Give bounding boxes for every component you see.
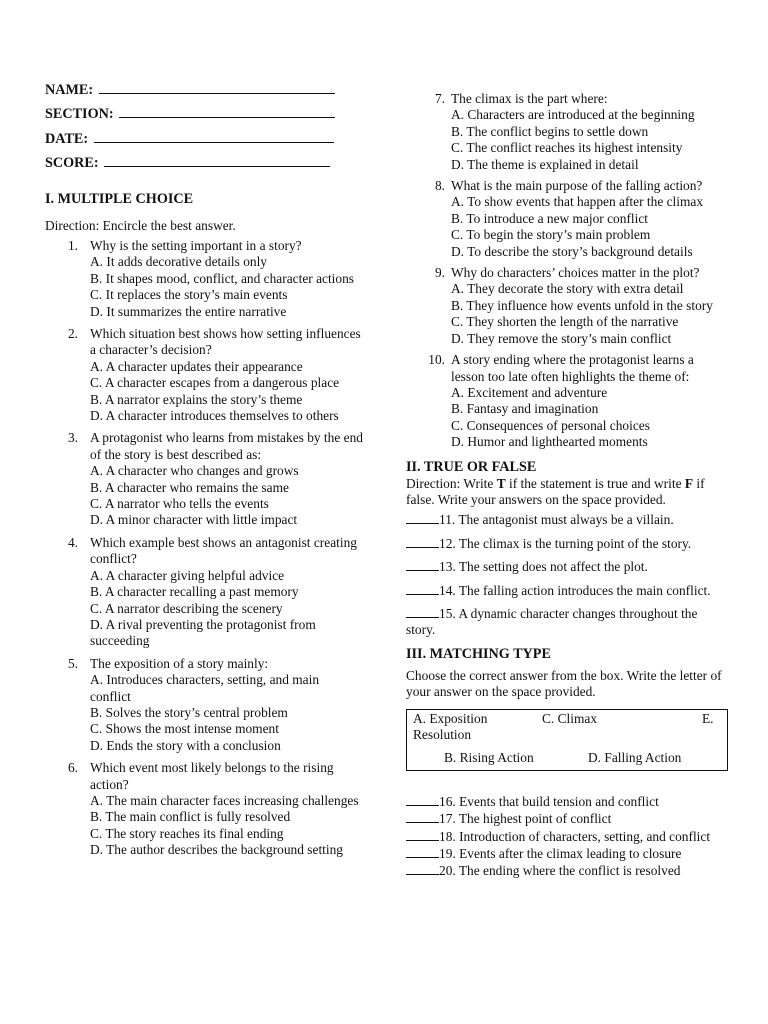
answer-option[interactable]: A. To show events that happen after the climax	[451, 194, 704, 210]
tf-direction-t: T	[496, 475, 506, 491]
matching-list	[406, 793, 728, 880]
answer-blank[interactable]	[406, 582, 439, 595]
question-item	[406, 352, 728, 450]
question-body	[451, 91, 728, 173]
multiple-choice-title: I. MULTIPLE CHOICE	[45, 190, 194, 207]
answer-option[interactable]: D. To describe the story’s background details	[451, 243, 693, 259]
statement-text: 15. A dynamic character changes throughout the story.	[406, 605, 698, 638]
question-item	[45, 238, 363, 320]
answer-blank[interactable]	[406, 605, 439, 618]
question-number: 2.	[67, 326, 78, 341]
question-item	[45, 535, 363, 650]
answer-blank[interactable]	[406, 828, 439, 841]
name-row	[45, 80, 363, 104]
question-body	[90, 238, 363, 320]
question-item	[45, 326, 363, 424]
question-stem: Why is the setting important in a story?	[90, 237, 302, 253]
tf-direction-text: Direction: Write	[406, 475, 497, 491]
tf-direction-text: if false. Write your answers on the space provided.	[406, 475, 705, 507]
answer-option[interactable]: A. It adds decorative details only	[90, 254, 268, 270]
section-label: SECTION:	[45, 106, 114, 123]
question-body	[451, 265, 728, 347]
answer-option[interactable]: C. Consequences of personal choices	[451, 417, 650, 433]
answer-option[interactable]: D. Ends the story with a conclusion	[90, 737, 281, 753]
true-false-item	[406, 582, 728, 599]
matching-direction: Choose the correct answer from the box. Write the letter of your answer on the space provided.	[406, 667, 722, 700]
score-row	[45, 153, 363, 177]
answer-option[interactable]: C. A narrator describing the scenery	[90, 600, 283, 616]
matching-text: 19. Events after the climax leading to closure	[439, 846, 682, 862]
answer-blank[interactable]	[406, 535, 439, 548]
answer-option[interactable]: A. Introduces characters, setting, and main conflict	[90, 672, 320, 704]
answer-option[interactable]: D. The theme is explained in detail	[451, 156, 639, 172]
question-number: 5.	[67, 655, 78, 671]
answer-option[interactable]: B. They influence how events unfold in the story	[451, 297, 713, 313]
answer-option[interactable]: C. They shorten the length of the narrative	[451, 314, 679, 330]
true-false-item	[406, 535, 728, 552]
question-body	[90, 430, 363, 528]
answer-blank[interactable]	[406, 862, 439, 875]
true-false-list	[406, 511, 728, 638]
true-false-item	[406, 605, 728, 639]
question-item	[406, 178, 728, 260]
true-false-title: II. TRUE OR FALSE	[406, 458, 537, 475]
right-column	[406, 91, 728, 880]
question-item	[45, 760, 363, 858]
name-blank[interactable]	[99, 81, 335, 94]
statement-text: 13. The setting does not affect the plot.	[439, 559, 648, 575]
question-stem: Which example best shows an antagonist creating conflict?	[90, 534, 357, 567]
choice-e-word: Resolution	[413, 727, 472, 742]
choice-a: A. Exposition	[413, 710, 488, 726]
question-stem: A story ending where the protagonist learns a lesson too late often highlights the theme of:	[451, 352, 694, 384]
answer-blank[interactable]	[406, 845, 439, 858]
matching-item	[406, 845, 728, 862]
answer-option[interactable]: A. Excitement and adventure	[451, 384, 608, 400]
answer-option[interactable]: A. A character who changes and grows	[90, 463, 299, 479]
answer-option[interactable]: B. A character recalling a past memory	[90, 584, 299, 600]
answer-option[interactable]: A. A character updates their appearance	[90, 358, 303, 374]
matching-text: 20. The ending where the conflict is resolved	[439, 863, 681, 879]
answer-option[interactable]: A. A character giving helpful advice	[90, 567, 285, 583]
question-stem: The climax is the part where:	[451, 91, 608, 106]
matching-item	[406, 810, 728, 827]
answer-option[interactable]: B. The conflict begins to settle down	[451, 123, 649, 139]
answer-option[interactable]: D. A character introduces themselves to others	[90, 408, 339, 424]
choice-b: B. Rising Action	[444, 750, 534, 766]
answer-option[interactable]: D. Humor and lighthearted moments	[451, 434, 648, 450]
question-number: 4.	[67, 534, 78, 550]
left-column	[45, 80, 363, 859]
question-body	[90, 535, 363, 650]
multiple-choice-direction: Direction: Encircle the best answer.	[45, 217, 236, 233]
question-stem: Which event most likely belongs to the rising action?	[90, 760, 334, 792]
answer-option[interactable]: B. Fantasy and imagination	[451, 401, 599, 417]
question-number: 1.	[67, 237, 78, 253]
answer-option[interactable]: A. Characters are introduced at the beginning	[451, 107, 695, 123]
section-row	[45, 104, 363, 128]
true-false-item	[406, 511, 728, 528]
matching-text: 17. The highest point of conflict	[439, 811, 612, 827]
tf-direction-text: if the statement is true and write	[505, 475, 685, 491]
true-false-item	[406, 558, 728, 575]
statement-text: 14. The falling action introduces the main conflict.	[439, 582, 711, 598]
date-row	[45, 129, 363, 153]
answer-option[interactable]: C. Shows the most intense moment	[90, 721, 279, 737]
answer-option[interactable]: C. To begin the story’s main problem	[451, 227, 651, 243]
question-number: 7.	[434, 91, 445, 106]
answer-option[interactable]: B. To introduce a new major conflict	[451, 210, 649, 226]
answer-option[interactable]: D. The author describes the background setting	[90, 842, 343, 858]
answer-box-row	[413, 711, 721, 727]
choice-c: C. Climax	[542, 710, 598, 726]
question-number: 9.	[434, 265, 445, 281]
score-blank[interactable]	[104, 154, 330, 167]
answer-option[interactable]: C. The conflict reaches its highest intensity	[451, 140, 683, 156]
answer-option[interactable]: D. A rival preventing the protagonist from succeeding	[90, 616, 316, 649]
answer-option[interactable]: C. The story reaches its final ending	[90, 825, 284, 841]
matching-item	[406, 828, 728, 845]
question-stem: Which situation best shows how setting influences a character’s decision?	[90, 326, 361, 358]
answer-option[interactable]: B. A narrator explains the story’s theme	[90, 391, 303, 407]
answer-option[interactable]: D. A minor character with little impact	[90, 512, 298, 528]
question-stem: Why do characters’ choices matter in the plot?	[451, 265, 700, 281]
answer-option[interactable]: B. The main conflict is fully resolved	[90, 809, 291, 825]
question-body	[451, 352, 728, 450]
question-body	[451, 178, 728, 260]
question-number: 10.	[428, 352, 445, 368]
answer-blank[interactable]	[406, 810, 439, 823]
choice-d: D. Falling Action	[588, 750, 682, 766]
question-list-left	[45, 238, 363, 859]
question-body	[90, 326, 363, 424]
matching-item	[406, 793, 728, 810]
section-blank[interactable]	[119, 105, 335, 118]
statement-text: 12. The climax is the turning point of the story.	[439, 535, 692, 551]
matching-title: III. MATCHING TYPE	[406, 645, 551, 662]
answer-option[interactable]: B. It shapes mood, conflict, and character actions	[90, 270, 355, 286]
answer-blank[interactable]	[406, 558, 439, 571]
answer-blank[interactable]	[406, 511, 439, 524]
name-label: NAME:	[45, 82, 94, 98]
statement-text: 11. The antagonist must always be a villain.	[439, 512, 674, 528]
question-body	[90, 656, 363, 754]
question-item	[45, 430, 363, 528]
answer-option[interactable]: C. It replaces the story’s main events	[90, 287, 288, 303]
answer-option[interactable]: C. A narrator who tells the events	[90, 496, 269, 512]
answer-box-row	[413, 750, 721, 766]
tf-direction-f: F	[684, 475, 694, 491]
question-stem: The exposition of a story mainly:	[90, 655, 269, 671]
question-item	[406, 91, 728, 173]
question-item	[45, 656, 363, 754]
date-label: DATE:	[45, 130, 89, 147]
score-label: SCORE:	[45, 155, 99, 172]
answer-option[interactable]: D. They remove the story’s main conflict	[451, 330, 672, 346]
true-false-direction	[406, 476, 728, 509]
question-number: 3.	[67, 430, 78, 446]
question-list-right	[406, 91, 728, 451]
answer-option[interactable]: D. It summarizes the entire narrative	[90, 303, 287, 319]
matching-item	[406, 862, 728, 879]
question-number: 8.	[434, 178, 445, 194]
answer-option[interactable]: A. The main character faces increasing challenges	[90, 792, 359, 808]
answer-option[interactable]: C. A character escapes from a dangerous place	[90, 375, 340, 391]
answer-option[interactable]: B. Solves the story’s central problem	[90, 704, 288, 720]
date-blank[interactable]	[94, 130, 334, 143]
question-number: 6.	[67, 760, 78, 776]
answer-blank[interactable]	[406, 793, 439, 806]
answer-box	[406, 709, 728, 771]
answer-option[interactable]: B. A character who remains the same	[90, 479, 289, 495]
choice-e-letter: E.	[702, 710, 714, 726]
question-stem: What is the main purpose of the falling action?	[451, 178, 703, 194]
question-stem: A protagonist who learns from mistakes by the end of the story is best described as:	[90, 430, 363, 462]
question-item	[406, 265, 728, 347]
matching-text: 18. Introduction of characters, setting, and conflict	[439, 828, 711, 844]
matching-text: 16. Events that build tension and conflict	[439, 793, 659, 809]
question-body	[90, 760, 363, 858]
answer-option[interactable]: A. They decorate the story with extra detail	[451, 281, 684, 297]
